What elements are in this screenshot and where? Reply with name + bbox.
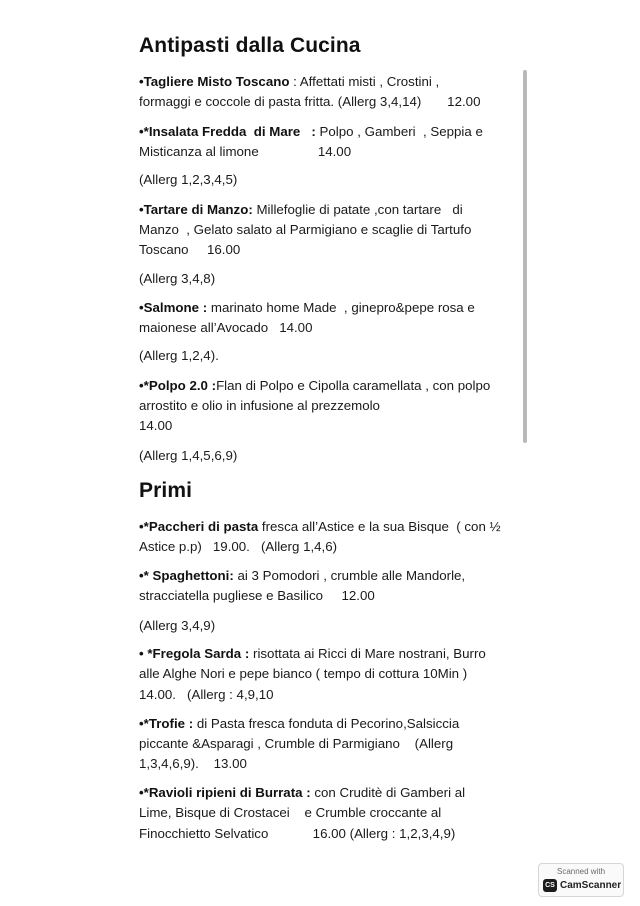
camscanner-brand: CamScanner: [560, 880, 622, 891]
scanned-with-label: Scanned with: [556, 867, 606, 876]
menu-page: Antipasti dalla Cucina •Tagliere Misto Toscano : Affettati misti , Crostini , formaggi e coccole di pasta fritta. (Allerg 3,4,14) 12.00 •*Insalata Fredda di Mare : Polpo , Gamberi , Seppia e Misticanza al limone 14.00 (Allerg 1,2,3,4,5) •Tartare di Manzo: Millefoglie di patate ,con tartare di Manzo , Gelato salato al Parmigiano e scaglie di Tartufo Toscano 16.00 (Allerg 3,4,8) •Salmone : marinato home Made , ginepro&pepe rosa e maionese all’Avocado 14.00 (Allerg 1,2,4). •*Polpo 2.0 :Flan di Polpo e Cipolla caramellata , con polpo arrostito e olio in infusione al prezzemolo 14.00 (Allerg 1,4,5,6,9) Primi •*Paccheri di pasta fresca all’Astice e la sua Bisque ( con ½ Astice p.p) 19.00. (Allerg 1,4,6) •* Spaghettoni: ai 3 Pomodori , crumble alle Mandorle, stracciatella pugliese e Basilico 12.00 (Allerg 3,4,9) • *Fregola Sarda : risottata ai Ricci di Mare nostrani, Burro alle Alghe Nori e pepe bianco ( tempo di cottura 10Min ) 14.00. (Allerg : 4,9,10 •*Trofie : di Pasta fresca fonduta di Pecorino,Salsiccia piccante &Asparagi , Crumble di Parmigiano (Allerg 1,3,4,6,9). 13.00 •*Ravioli ripieni di Burrata : con Cruditè di Gamberi al Lime, Bisque di Crostacei e Crumble croccante al Finocchietto Selvatico 16.00 (Allerg : 1,2,3,4,9) Scanned with CS CamScanner: [0, 0, 640, 906]
allergens-note: (Allerg 1,4,5,6,9): [139, 448, 238, 463]
camscanner-logo-icon: CS: [543, 879, 557, 892]
camscanner-watermark: [538, 863, 624, 897]
allergens-note: (Allerg 3,4,8): [139, 271, 216, 286]
allergens-note: (Allerg 1,2,4).: [139, 348, 219, 363]
allergens-note: (Allerg 3,4,9): [139, 618, 216, 633]
section-title-primi: Primi: [139, 479, 193, 502]
allergens-note: (Allerg 1,2,3,4,5): [139, 172, 238, 187]
section-title-antipasti: Antipasti dalla Cucina: [139, 34, 361, 57]
vertical-scrollbar[interactable]: [523, 70, 527, 443]
